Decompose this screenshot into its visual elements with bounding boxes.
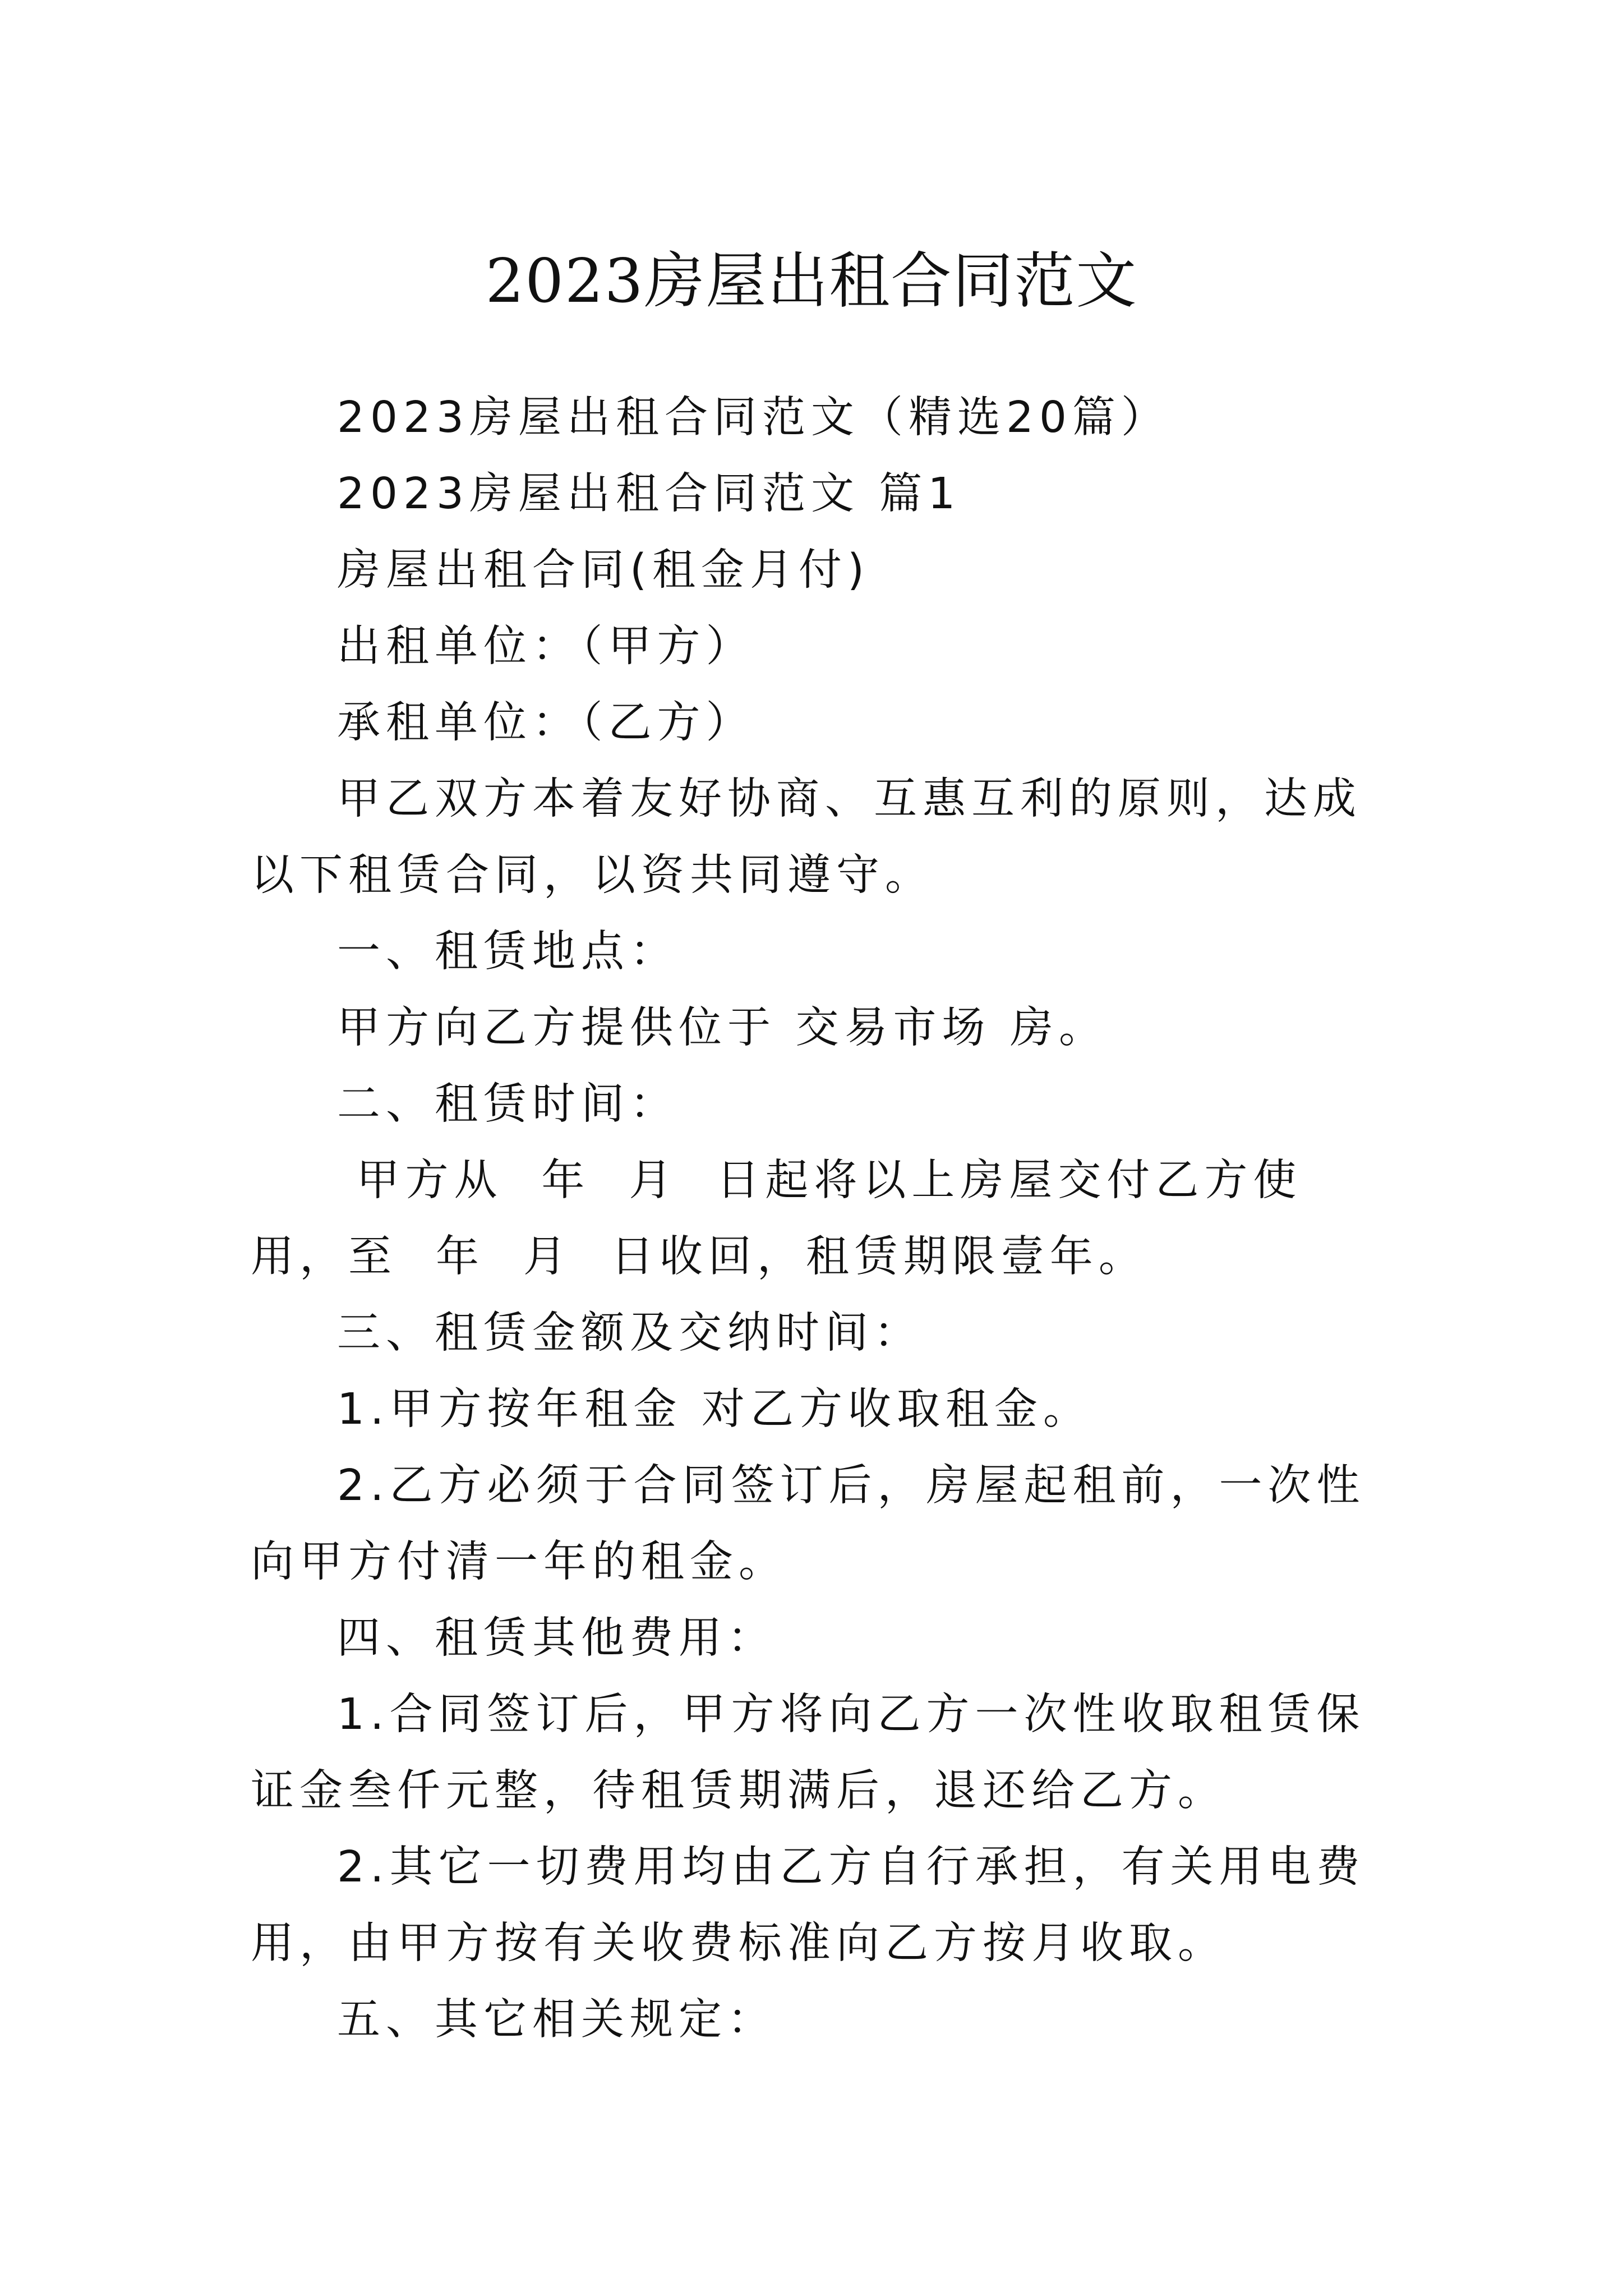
paragraph-lessee: 承租单位：（乙方） xyxy=(337,698,755,748)
paragraph-lessor: 出租单位：（甲方） xyxy=(337,622,755,671)
paragraph-clause-heading-2: 二、租赁时间： xyxy=(337,1079,679,1129)
paragraph-section-heading: 2023房屋出租合同范文 篇1 xyxy=(337,469,961,519)
paragraph-contract-name: 房屋出租合同(租金月付) xyxy=(337,545,870,595)
document-title: 2023房屋出租合同范文 xyxy=(485,246,1138,317)
paragraph-clause-heading-5: 五、其它相关规定： xyxy=(337,1995,776,2045)
paragraph-clause-heading-4: 四、租赁其他费用： xyxy=(337,1613,776,1663)
paragraph-clause-text: 1.合同签订后，甲方将向乙方一次性收取租赁保证金叁仟元整，待租赁期满后，退还给乙方。 xyxy=(251,1690,1366,1816)
document-body xyxy=(251,380,1384,2058)
paragraph-clause-text: 2.乙方必须于合同签订后，房屋起租前，一次性向甲方付清一年的租金。 xyxy=(251,1461,1366,1587)
paragraph-clause-text: 1.甲方按年租金 对乙方收取租金。 xyxy=(337,1384,1092,1434)
paragraph-clause-text: 2.其它一切费用均由乙方自行承担，有关用电费用，由甲方按有关收费标准向乙方按月收取。 xyxy=(251,1842,1366,1968)
paragraph-clause-text: 甲方向乙方提供位于 交易市场 房。 xyxy=(337,1003,1108,1053)
paragraph-clause-text: 甲方从 年 月 日起将以上房屋交付乙方使用，至 年 月 日收回，租赁期限壹年。 xyxy=(251,1156,1302,1282)
paragraph-subtitle: 2023房屋出租合同范文（精选20篇） xyxy=(337,393,1170,443)
paragraph-preamble: 甲乙双方本着友好协商、互惠互利的原则，达成以下租赁合同，以资共同遵守。 xyxy=(251,774,1362,900)
paragraph-clause-heading-1: 一、租赁地点： xyxy=(337,927,679,977)
paragraph-clause-heading-3: 三、租赁金额及交纳时间： xyxy=(337,1308,923,1358)
